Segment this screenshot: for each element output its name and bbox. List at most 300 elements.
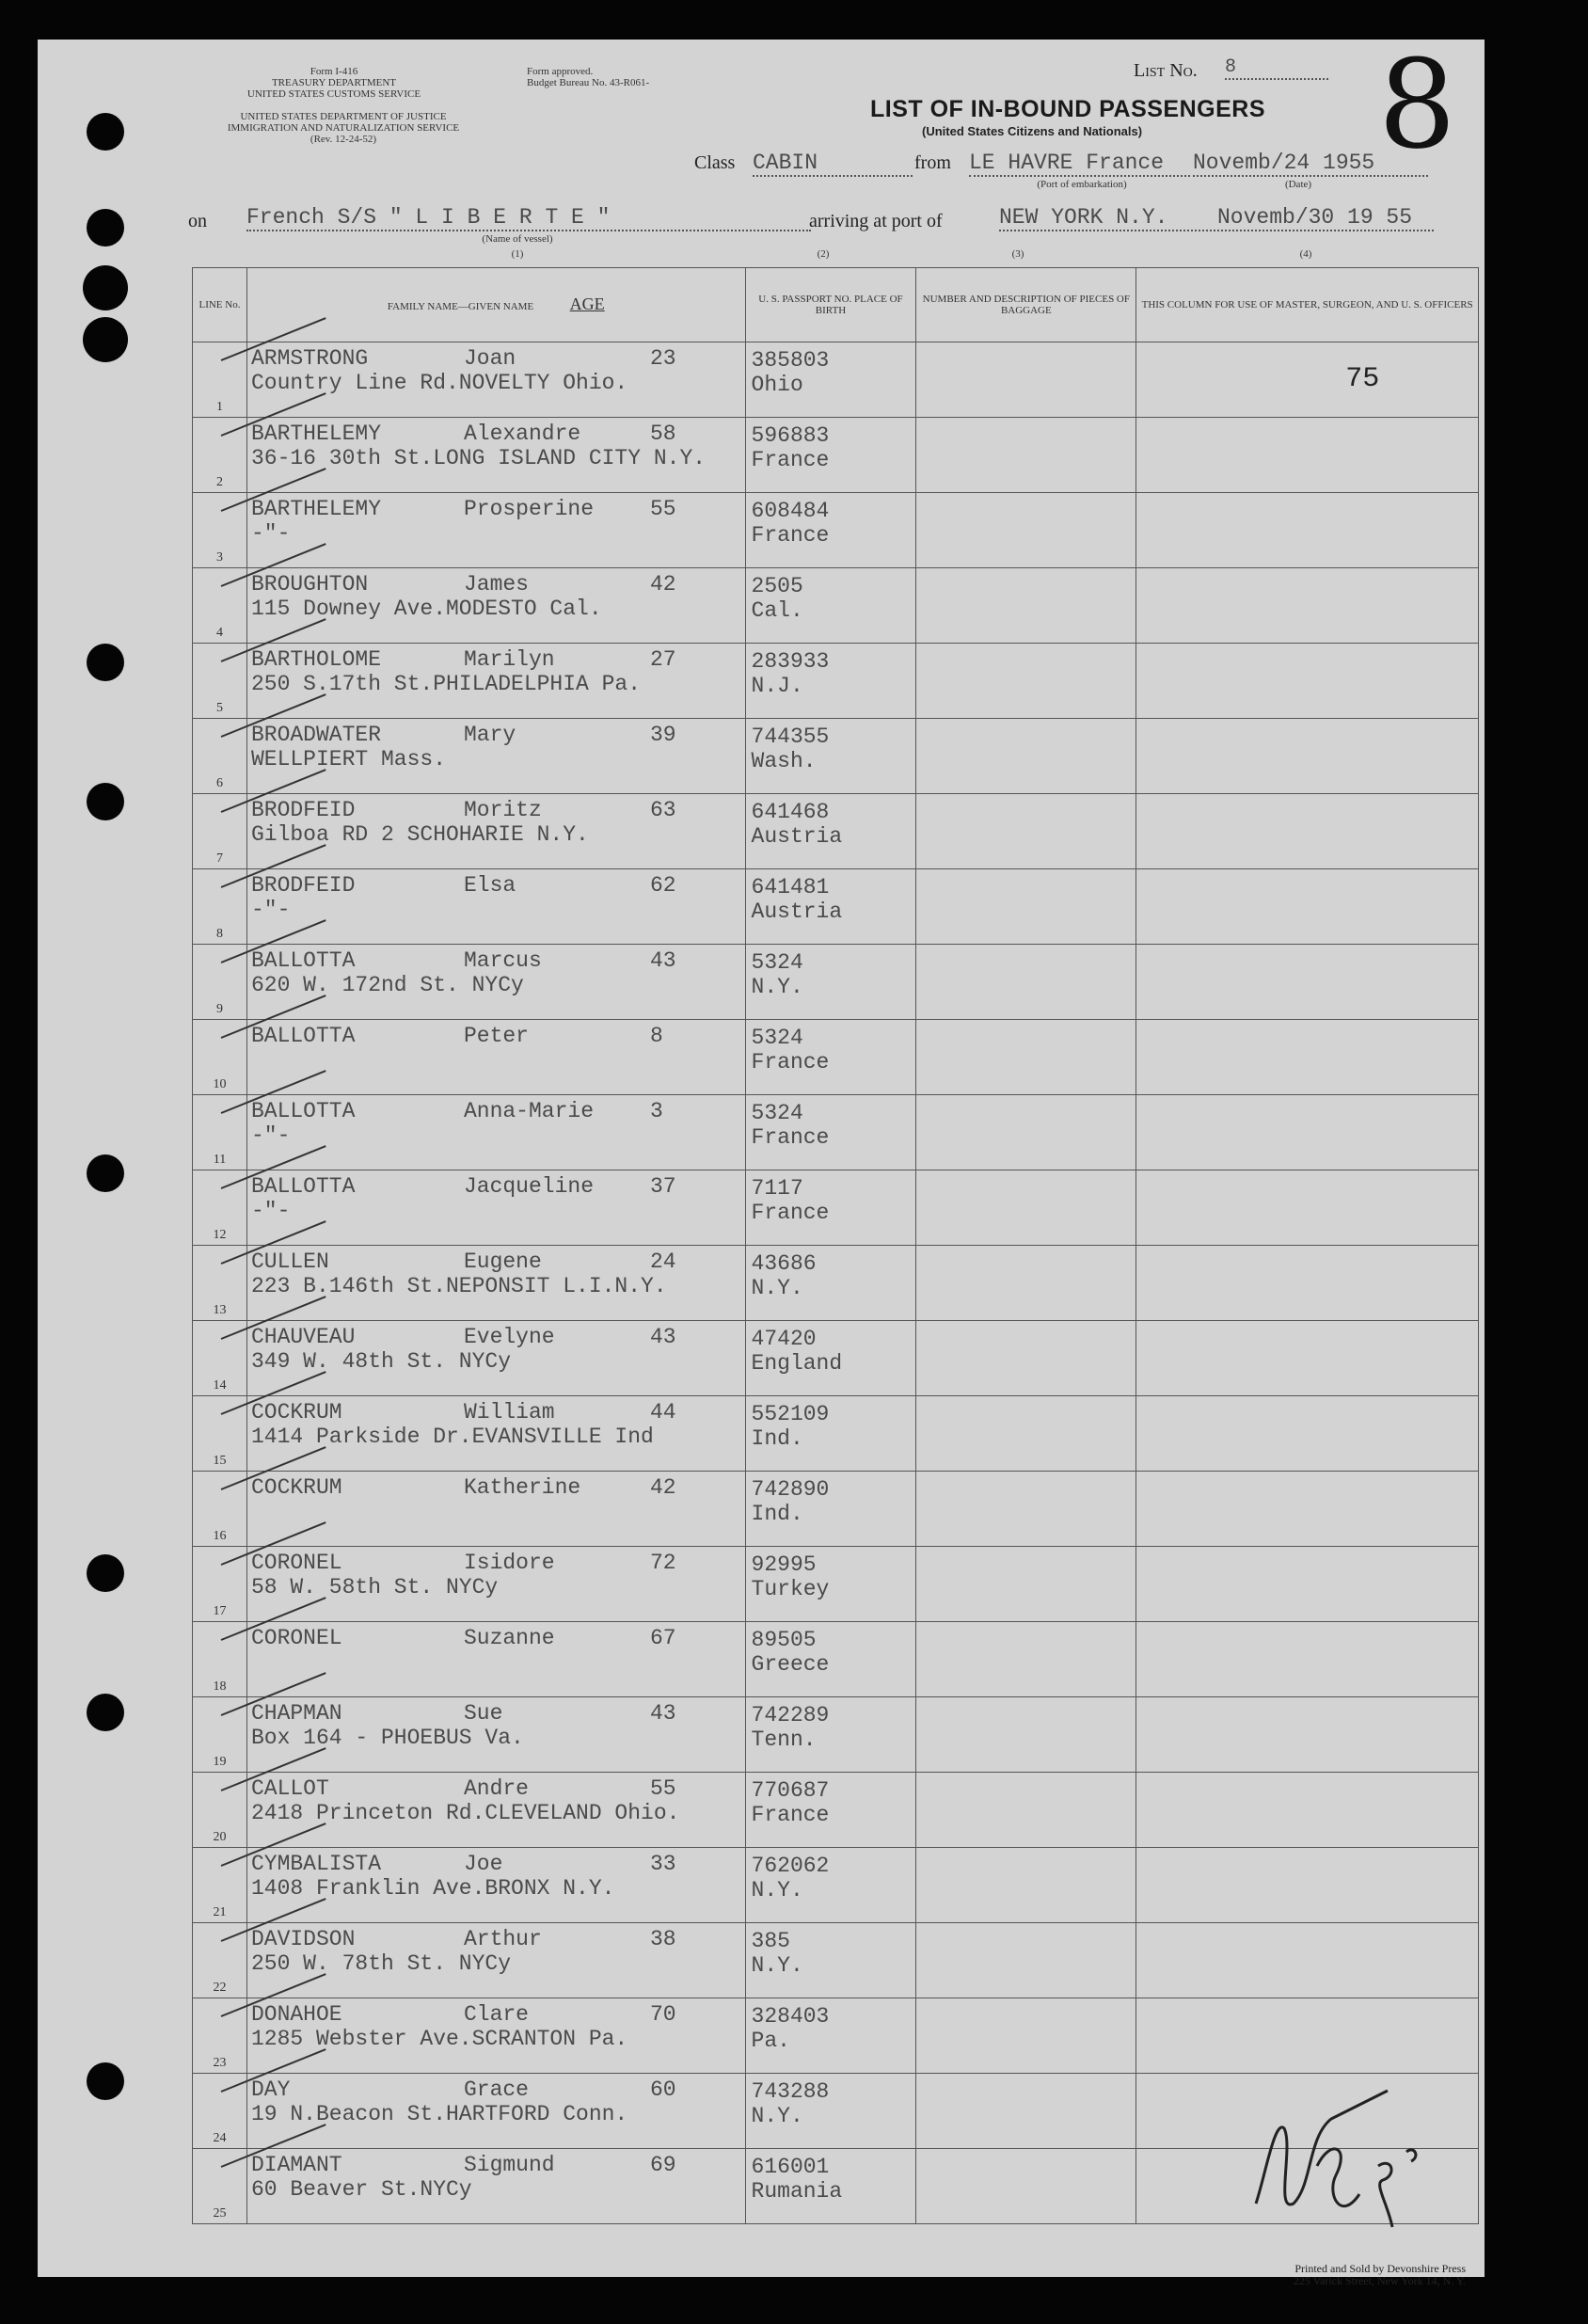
binder-hole: [87, 1154, 124, 1192]
family-name: BARTHELEMY: [250, 497, 381, 521]
form-number-block: [216, 66, 452, 100]
passport-cell: [745, 493, 916, 568]
passport-number: 385803: [751, 348, 830, 373]
age: 33: [649, 1852, 676, 1876]
passenger-table: [192, 267, 1479, 2224]
age: 69: [649, 2153, 676, 2177]
name-cell: [246, 2074, 745, 2149]
passport-number: 283933: [751, 649, 830, 674]
baggage-cell: [916, 568, 1136, 644]
printer-footer: [1167, 2263, 1466, 2287]
name-cell: [246, 568, 745, 644]
ins-service: IMMIGRATION AND NATURALIZATION SERVICE: [227, 122, 460, 134]
address: 60 Beaver St.NYCy: [250, 2177, 472, 2202]
table-row: [193, 1321, 1479, 1396]
given-name: Alexandre: [463, 422, 581, 446]
header-officers: THIS COLUMN FOR USE OF MASTER, SURGEON, AND U. S. OFFICERS: [1136, 268, 1479, 342]
given-name: Andre: [463, 1776, 529, 1801]
passport-number: 92995: [751, 1552, 817, 1577]
passport-number: 742289: [751, 1703, 830, 1727]
passport-cell: [745, 945, 916, 1020]
family-name: DAY: [250, 2077, 291, 2102]
class-label: Class: [694, 152, 736, 173]
handwritten-list-number: 8: [1378, 33, 1456, 176]
port-caption: (Port of embarkation): [1037, 179, 1127, 190]
officer-cell: [1136, 945, 1479, 1020]
line-number: 21: [213, 1905, 227, 1919]
table-row: [193, 418, 1479, 493]
given-name: Suzanne: [463, 1626, 555, 1650]
name-cell: [246, 2149, 745, 2224]
place-of-birth: England: [751, 1351, 843, 1376]
passport-number: 608484: [751, 499, 830, 523]
justice-block: [183, 111, 503, 145]
col-ref-4: (4): [1299, 248, 1312, 260]
passport-cell: [745, 1396, 916, 1472]
binder-hole: [87, 1554, 124, 1592]
line-number: 7: [215, 852, 223, 866]
officer-cell: [1136, 418, 1479, 493]
age: 70: [649, 2002, 676, 2027]
col-ref-1: (1): [511, 248, 524, 260]
place-of-birth: Turkey: [751, 1577, 830, 1601]
binder-hole: [83, 317, 128, 362]
given-name: Marilyn: [463, 647, 555, 672]
age: 55: [649, 1776, 676, 1801]
officer-cell: [1136, 1246, 1479, 1321]
name-cell: [246, 1321, 745, 1396]
date-caption: (Date): [1284, 179, 1312, 190]
officer-cell: [1136, 342, 1479, 418]
header-age: AGE: [569, 294, 605, 313]
passport-number: 742890: [751, 1477, 830, 1502]
passport-number: 762062: [751, 1854, 830, 1878]
baggage-cell: [916, 342, 1136, 418]
passport-cell: [745, 1697, 916, 1773]
age: 42: [649, 572, 676, 597]
given-name: Sigmund: [463, 2153, 555, 2177]
list-no-value: 8: [1225, 56, 1328, 80]
officer-cell: [1136, 1321, 1479, 1396]
address: 2418 Princeton Rd.CLEVELAND Ohio.: [250, 1801, 680, 1825]
family-name: BROUGHTON: [250, 572, 369, 597]
family-name: BALLOTTA: [250, 1174, 356, 1199]
vessel-caption: (Name of vessel): [482, 233, 553, 245]
baggage-cell: [916, 1396, 1136, 1472]
family-name: BROADWATER: [250, 723, 381, 747]
baggage-cell: [916, 869, 1136, 945]
passport-cell: [745, 1020, 916, 1095]
baggage-cell: [916, 1697, 1136, 1773]
officer-cell: [1136, 1095, 1479, 1170]
col-ref-3: (3): [1011, 248, 1024, 260]
table-row: [193, 719, 1479, 794]
family-name: CORONEL: [250, 1626, 342, 1650]
table-row: [193, 1095, 1479, 1170]
given-name: Grace: [463, 2077, 529, 2102]
address: 250 S.17th St.PHILADELPHIA Pa.: [250, 672, 642, 696]
passport-cell: [745, 2074, 916, 2149]
officer-cell: [1136, 493, 1479, 568]
address: -"-: [250, 898, 291, 922]
address: 250 W. 78th St. NYCy: [250, 1951, 512, 1976]
page-title: LIST OF IN-BOUND PASSENGERS: [870, 96, 1266, 122]
address: -"-: [250, 1123, 291, 1148]
justice-dept: UNITED STATES DEPARTMENT OF JUSTICE: [240, 111, 447, 122]
name-cell: [246, 1773, 745, 1848]
line-number: 8: [215, 927, 223, 941]
passport-cell: [745, 1622, 916, 1697]
given-name: Eugene: [463, 1250, 542, 1274]
binder-hole: [87, 783, 124, 820]
revision: (Rev. 12-24-52): [310, 134, 377, 145]
name-cell: [246, 794, 745, 869]
age: 72: [649, 1551, 676, 1575]
from-label: from: [914, 152, 951, 173]
baggage-cell: [916, 1095, 1136, 1170]
table-row: [193, 1396, 1479, 1472]
line-number: 25: [213, 2206, 227, 2221]
baggage-cell: [916, 719, 1136, 794]
line-number: 10: [213, 1077, 227, 1091]
passport-cell: [745, 342, 916, 418]
age: 27: [649, 647, 676, 672]
table-header-row: [193, 268, 1479, 342]
family-name: DAVIDSON: [250, 1927, 356, 1951]
table-row: [193, 869, 1479, 945]
table-row: [193, 568, 1479, 644]
name-cell: [246, 1547, 745, 1622]
given-name: Arthur: [463, 1927, 542, 1951]
officer-cell: [1136, 1622, 1479, 1697]
age: 42: [649, 1475, 676, 1500]
place-of-birth: France: [751, 448, 830, 472]
table-row: [193, 1697, 1479, 1773]
given-name: Mary: [463, 723, 516, 747]
address: Box 164 - PHOEBUS Va.: [250, 1726, 524, 1750]
table-row: [193, 1848, 1479, 1923]
given-name: Prosperine: [463, 497, 594, 521]
line-number: 4: [215, 626, 223, 640]
address: 1414 Parkside Dr.EVANSVILLE Ind: [250, 1425, 654, 1449]
family-name: CALLOT: [250, 1776, 329, 1801]
passport-number: 5324: [751, 1101, 803, 1125]
given-name: Peter: [463, 1024, 529, 1048]
binder-hole: [87, 209, 124, 247]
document-page: [38, 33, 1485, 2287]
family-name: BALLOTTA: [250, 1024, 356, 1048]
header-name-text: FAMILY NAME—GIVEN NAME: [387, 300, 534, 312]
baggage-cell: [916, 2149, 1136, 2224]
line-number: 19: [213, 1755, 227, 1769]
passport-number: 552109: [751, 1402, 830, 1426]
place-of-birth: N.Y.: [751, 1878, 803, 1902]
family-name: CHAUVEAU: [250, 1325, 356, 1349]
baggage-cell: [916, 1998, 1136, 2074]
place-of-birth: Tenn.: [751, 1727, 817, 1752]
line-number: 16: [213, 1529, 227, 1543]
officer-cell: [1136, 1773, 1479, 1848]
table-row: [193, 1020, 1479, 1095]
passport-cell: [745, 719, 916, 794]
address: 1285 Webster Ave.SCRANTON Pa.: [250, 2027, 628, 2051]
name-cell: [246, 1697, 745, 1773]
age: 37: [649, 1174, 676, 1199]
baggage-cell: [916, 1848, 1136, 1923]
officer-cell: [1136, 568, 1479, 644]
given-name: Evelyne: [463, 1325, 555, 1349]
officer-cell: [1136, 869, 1479, 945]
passport-cell: [745, 1998, 916, 2074]
printer-line2: 225 Varick Street, New York 14, N. Y.: [1293, 2274, 1466, 2287]
table-row: [193, 1923, 1479, 1998]
name-cell: [246, 869, 745, 945]
name-cell: [246, 342, 745, 418]
baggage-cell: [916, 644, 1136, 719]
arrival-date: Novemb/30 19 55: [1217, 205, 1434, 231]
arrival-port: NEW YORK N.Y.: [999, 205, 1215, 231]
given-name: Clare: [463, 2002, 529, 2027]
officer-cell: [1136, 1547, 1479, 1622]
age: 44: [649, 1400, 676, 1425]
family-name: BARTHOLOME: [250, 647, 381, 672]
binder-hole: [87, 644, 124, 681]
name-cell: [246, 1396, 745, 1472]
officer-cell: [1136, 719, 1479, 794]
officer-cell: [1136, 1472, 1479, 1547]
address: 223 B.146th St.NEPONSIT L.I.N.Y.: [250, 1274, 667, 1298]
age: 3: [649, 1099, 663, 1123]
age: 43: [649, 1701, 676, 1726]
table-row: [193, 1773, 1479, 1848]
line-number: 2: [215, 475, 223, 489]
baggage-cell: [916, 794, 1136, 869]
passport-number: 89505: [751, 1628, 817, 1652]
table-row: [193, 1547, 1479, 1622]
embarkation-date: Novemb/24 1955: [1193, 151, 1428, 177]
age: 62: [649, 873, 676, 898]
family-name: BALLOTTA: [250, 1099, 356, 1123]
line-number: 5: [215, 701, 223, 715]
line-number: 18: [213, 1679, 227, 1694]
family-name: CORONEL: [250, 1551, 342, 1575]
list-no-label: List No.: [1134, 60, 1198, 81]
line-number: 9: [215, 1002, 223, 1016]
given-name: Marcus: [463, 948, 542, 973]
line-number: 24: [213, 2131, 227, 2145]
baggage-cell: [916, 1246, 1136, 1321]
name-cell: [246, 1923, 745, 1998]
col-ref-2: (2): [817, 248, 830, 260]
name-cell: [246, 644, 745, 719]
age: 24: [649, 1250, 676, 1274]
header-passport: U. S. PASSPORT NO. PLACE OF BIRTH: [745, 268, 916, 342]
given-name: Joan: [463, 346, 516, 371]
table-row: [193, 1170, 1479, 1246]
address: 1408 Franklin Ave.BRONX N.Y.: [250, 1876, 615, 1901]
passport-cell: [745, 1246, 916, 1321]
line-number: 1: [215, 400, 223, 414]
name-cell: [246, 493, 745, 568]
passport-number: 5324: [751, 950, 803, 975]
officer-note: 75: [1345, 363, 1380, 395]
form-number: Form I-416: [310, 66, 358, 77]
name-cell: [246, 1622, 745, 1697]
baggage-cell: [916, 1622, 1136, 1697]
age: 23: [649, 346, 676, 371]
place-of-birth: Greece: [751, 1652, 830, 1677]
family-name: BARTHELEMY: [250, 422, 381, 446]
passport-number: 43686: [751, 1251, 817, 1276]
place-of-birth: N.J.: [751, 674, 803, 698]
baggage-cell: [916, 1773, 1136, 1848]
passport-number: 770687: [751, 1778, 830, 1803]
header-baggage: NUMBER AND DESCRIPTION OF PIECES OF BAGGAGE: [916, 268, 1136, 342]
address: Country Line Rd.NOVELTY Ohio.: [250, 371, 628, 395]
approval-line: Form approved.: [527, 66, 594, 77]
place-of-birth: N.Y.: [751, 1953, 803, 1978]
line-number: 17: [213, 1604, 227, 1618]
binder-hole: [87, 2062, 124, 2100]
address: 620 W. 172nd St. NYCy: [250, 973, 524, 997]
place-of-birth: Austria: [751, 899, 843, 924]
place-of-birth: Rumania: [751, 2179, 843, 2204]
place-of-birth: Ind.: [751, 1502, 803, 1526]
line-number: 22: [213, 1981, 227, 1995]
name-cell: [246, 1472, 745, 1547]
name-cell: [246, 1246, 745, 1321]
family-name: BRODFEID: [250, 798, 356, 822]
on-label: on: [188, 211, 207, 231]
address: WELLPIERT Mass.: [250, 747, 447, 772]
baggage-cell: [916, 2074, 1136, 2149]
passport-cell: [745, 1547, 916, 1622]
age: 43: [649, 1325, 676, 1349]
passport-number: 385: [751, 1929, 790, 1953]
table-row: [193, 1472, 1479, 1547]
passport-cell: [745, 568, 916, 644]
passport-number: 743288: [751, 2079, 830, 2104]
place-of-birth: France: [751, 1125, 830, 1150]
address: Gilboa RD 2 SCHOHARIE N.Y.: [250, 822, 589, 847]
place-of-birth: Pa.: [751, 2029, 790, 2053]
passport-cell: [745, 1923, 916, 1998]
name-cell: [246, 1020, 745, 1095]
baggage-cell: [916, 1923, 1136, 1998]
line-number: 15: [213, 1454, 227, 1468]
family-name: ARMSTRONG: [250, 346, 369, 371]
passport-cell: [745, 794, 916, 869]
passport-number: 328403: [751, 2004, 830, 2029]
family-name: DIAMANT: [250, 2153, 342, 2177]
embarkation-port: LE HAVRE France: [969, 151, 1190, 177]
given-name: Sue: [463, 1701, 503, 1726]
officer-cell: [1136, 1020, 1479, 1095]
passport-cell: [745, 1773, 916, 1848]
place-of-birth: Ind.: [751, 1426, 803, 1451]
passport-cell: [745, 418, 916, 493]
baggage-cell: [916, 1170, 1136, 1246]
passport-number: 2505: [751, 574, 803, 598]
customs-service: UNITED STATES CUSTOMS SERVICE: [246, 88, 421, 100]
passport-number: 641468: [751, 800, 830, 824]
family-name: BALLOTTA: [250, 948, 356, 973]
place-of-birth: Wash.: [751, 749, 817, 773]
passport-cell: [745, 2149, 916, 2224]
line-number: 12: [213, 1228, 227, 1242]
line-number: 3: [215, 550, 223, 565]
passport-cell: [745, 1095, 916, 1170]
passport-cell: [745, 1321, 916, 1396]
binder-hole: [87, 1694, 124, 1731]
given-name: Isidore: [463, 1551, 555, 1575]
address: -"-: [250, 1199, 291, 1223]
baggage-cell: [916, 493, 1136, 568]
baggage-cell: [916, 1472, 1136, 1547]
officer-cell: [1136, 794, 1479, 869]
address: 19 N.Beacon St.HARTFORD Conn.: [250, 2102, 628, 2126]
passport-cell: [745, 1472, 916, 1547]
officer-cell: [1136, 1396, 1479, 1472]
passport-number: 47420: [751, 1327, 817, 1351]
age: 55: [649, 497, 676, 521]
line-number: 14: [213, 1378, 227, 1393]
passport-number: 744355: [751, 724, 830, 749]
line-number: 6: [215, 776, 223, 790]
passport-cell: [745, 869, 916, 945]
binder-hole: [83, 265, 128, 310]
address: 58 W. 58th St. NYCy: [250, 1575, 499, 1600]
address: 115 Downey Ave.MODESTO Cal.: [250, 597, 602, 621]
place-of-birth: France: [751, 523, 830, 548]
age: 38: [649, 1927, 676, 1951]
age: 63: [649, 798, 676, 822]
line-number: 20: [213, 1830, 227, 1844]
place-of-birth: France: [751, 1803, 830, 1827]
name-cell: [246, 1095, 745, 1170]
table-row: [193, 1246, 1479, 1321]
place-of-birth: Austria: [751, 824, 843, 849]
family-name: DONAHOE: [250, 2002, 342, 2027]
vessel-name: French S/S " L I B E R T E ": [246, 205, 811, 231]
place-of-birth: N.Y.: [751, 975, 803, 999]
given-name: Anna-Marie: [463, 1099, 594, 1123]
officer-cell: [1136, 1697, 1479, 1773]
place-of-birth: Cal.: [751, 598, 803, 623]
passport-cell: [745, 1848, 916, 1923]
printer-line1: Printed and Sold by Devonshire Press: [1294, 2262, 1466, 2275]
passenger-rows: [193, 342, 1479, 2224]
name-cell: [246, 1848, 745, 1923]
binder-hole: [87, 113, 124, 151]
address: 349 W. 48th St. NYCy: [250, 1349, 512, 1374]
header-name: [246, 268, 745, 342]
family-name: CULLEN: [250, 1250, 329, 1274]
baggage-cell: [916, 1020, 1136, 1095]
budget-bureau: Budget Bureau No. 43-R061-: [527, 77, 650, 88]
officer-cell: [1136, 1923, 1479, 1998]
given-name: William: [463, 1400, 555, 1425]
given-name: James: [463, 572, 529, 597]
officer-cell: [1136, 1848, 1479, 1923]
given-name: Elsa: [463, 873, 516, 898]
given-name: Jacqueline: [463, 1174, 594, 1199]
line-number: 11: [213, 1153, 227, 1167]
age: 43: [649, 948, 676, 973]
name-cell: [246, 719, 745, 794]
passport-cell: [745, 1170, 916, 1246]
family-name: COCKRUM: [250, 1400, 342, 1425]
